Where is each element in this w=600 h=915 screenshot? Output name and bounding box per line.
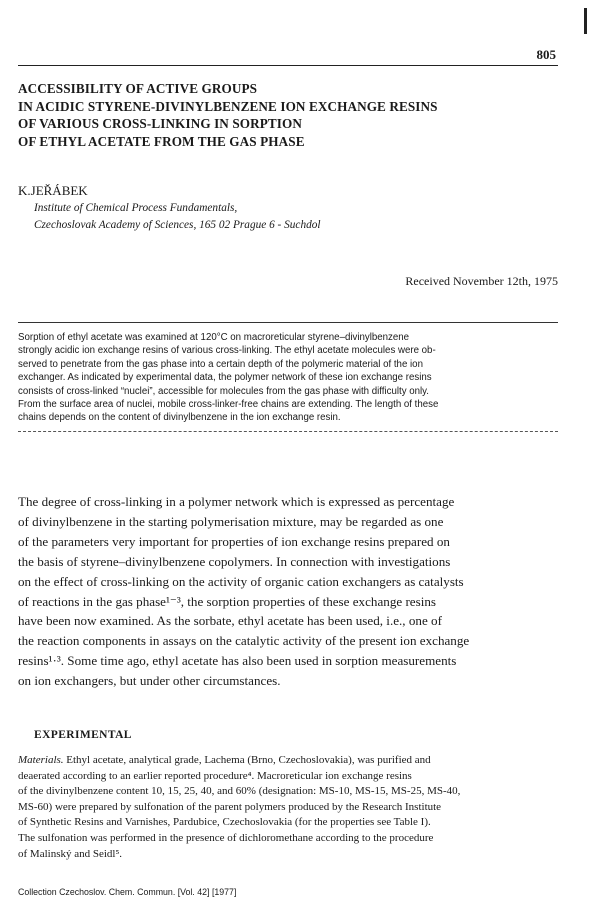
title-line: ACCESSIBILITY OF ACTIVE GROUPS — [18, 81, 258, 96]
abstract — [18, 323, 558, 431]
body-line: the basis of styrene–divinylbenzene copolymers. In connection with investigations — [18, 553, 451, 569]
affiliation — [34, 200, 321, 234]
body-line: of reactions in the gas phase¹⁻³, the sorption properties of these exchange resins — [18, 593, 436, 609]
header-rule — [18, 65, 558, 66]
body-line: on ion exchangers, but under other circumstances. — [18, 673, 281, 689]
section-heading: EXPERIMENTAL — [34, 729, 132, 741]
journal-footer: Collection Czechoslov. Chem. Commun. [Vol. 42] [1977] — [18, 887, 237, 897]
page-edge-mark — [584, 8, 587, 34]
abstract-line: Sorption of ethyl acetate was examined at 120°C on macroreticular styrene–divinylbenzene — [18, 332, 410, 343]
exp-line: deaerated according to an earlier reported procedure⁴. Macroreticular ion exchange resins — [18, 769, 412, 782]
exp-line — [18, 753, 558, 769]
title-line: OF ETHYL ACETATE FROM THE GAS PHASE — [18, 133, 305, 149]
body-line: of divinylbenzene in the starting polymerisation mixture, may be regarded as one — [18, 513, 444, 529]
abstract-line: strongly acidic ion exchange resins of various cross-linking. The ethyl acetate molecules were ob- — [18, 345, 436, 357]
intro-paragraph — [18, 492, 558, 691]
exp-line: MS-60) were prepared by sulfonation of the parent polymers produced by the Research Institute — [18, 800, 442, 813]
abstract-bottom-rule — [18, 431, 558, 432]
abstract-line: chains depends on the content of divinylbenzene in the ion exchange resin. — [18, 412, 341, 424]
abstract-line: From the surface area of nuclei, mobile cross-linker-free chains are extending. The length of these — [18, 399, 439, 411]
abstract-line: served to penetrate from the gas phase into a certain depth of the polymeric material of the ion — [18, 358, 423, 370]
author-name: K.JEŘÁBEK — [18, 183, 88, 198]
exp-line: The sulfonation was performed in the presence of dichloromethane according to the procedure — [18, 831, 434, 844]
affiliation-line: Institute of Chemical Process Fundamentals, — [34, 202, 238, 214]
body-line: The degree of cross-linking in a polymer network which is expressed as percentage — [18, 494, 455, 509]
title-line: OF VARIOUS CROSS-LINKING IN SORPTION — [18, 116, 303, 131]
page-number: 805 — [536, 47, 556, 62]
body-line: of the parameters very important for properties of ion exchange resins prepared on — [18, 533, 450, 549]
materials-lead: Materials. — [18, 754, 64, 766]
abstract-box — [18, 322, 558, 432]
exp-line: of the divinylbenzene content 10, 15, 25, 40, and 60% (designation: MS-10, MS-15, MS-25, MS-40, — [18, 785, 461, 798]
affiliation-line: Czechoslovak Academy of Sciences, 165 02 Prague 6 - Suchdol — [34, 219, 321, 231]
experimental-paragraph — [18, 753, 558, 862]
body-line: resins¹·³. Some time ago, ethyl acetate has also been used in sorption measurements — [18, 653, 457, 669]
abstract-line: exchanger. As indicated by experimental data, the polymer network of these ion exchange resins — [18, 372, 432, 384]
abstract-line: consists of cross-linked “nuclei”, accessible for molecules from the gas phase with difficulty only. — [18, 385, 429, 397]
exp-line: of Synthetic Resins and Varnishes, Pardubice, Czechoslovakia (for the properties see Table I). — [18, 816, 431, 829]
title-line: IN ACIDIC STYRENE-DIVINYLBENZENE ION EXCHANGE RESINS — [18, 98, 438, 114]
body-line: have been now examined. As the sorbate, ethyl acetate has been used, i.e., one of — [18, 613, 442, 629]
page-header — [18, 48, 558, 66]
exp-line: of Malinský and Seidl⁵. — [18, 847, 123, 860]
received-date: Received November 12th, 1975 — [405, 274, 558, 288]
article-title — [18, 80, 558, 150]
body-line: the reaction components in assays on the catalytic activity of the present ion exchange — [18, 633, 470, 649]
body-line: on the effect of cross-linking on the activity of organic cation exchangers as catalysts — [18, 573, 464, 589]
exp-first-line-text: Ethyl acetate, analytical grade, Lachema (Brno, Czechoslovakia), was purified and — [63, 754, 431, 766]
